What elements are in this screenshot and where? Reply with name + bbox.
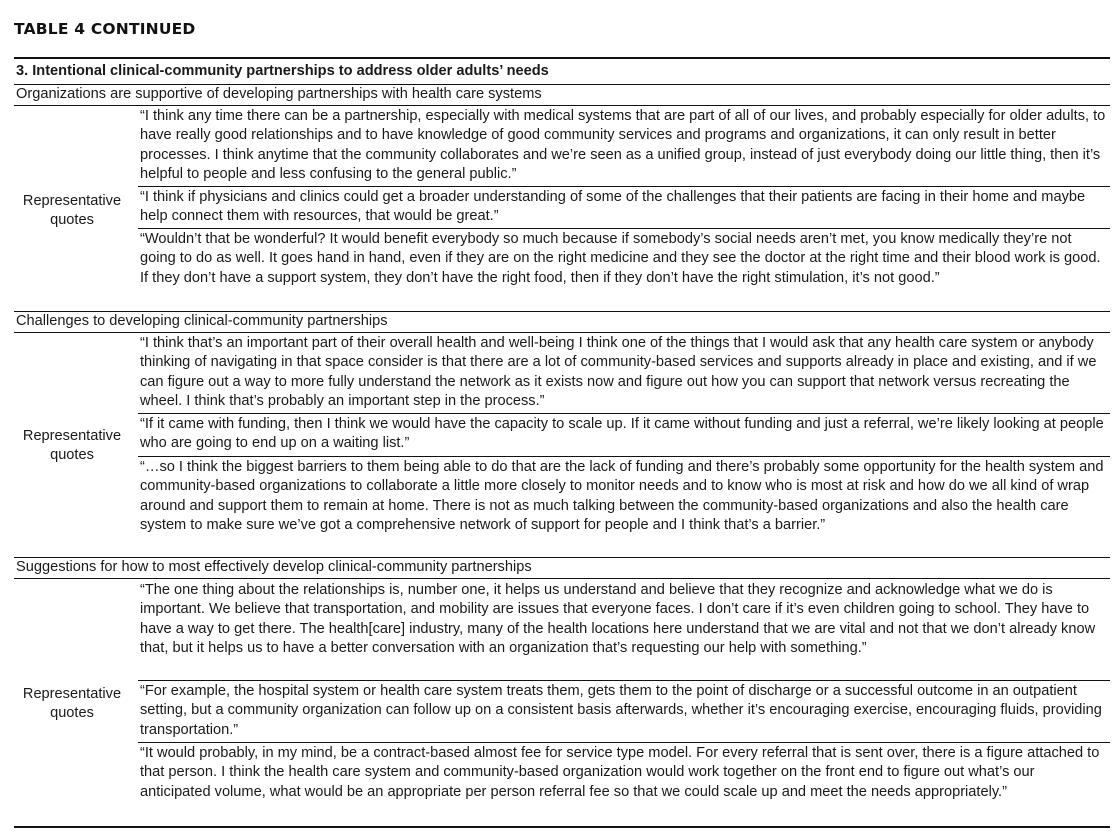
quote-text: “I think that’s an important part of their overall health and well-being I think one of the things that I would ask that any health care system or anybody thinking of navigating in that space consider is that there are a lot of community-based services and supports already in place and existing, and if we can figure out a way to more fully understand the network as it exists now and figure out how you can support that network versus recreating the wheel. I think that’s probably an important step in the process.”: [140, 335, 1097, 410]
quote-divider: [138, 680, 1110, 681]
row-label-line: quotes: [50, 705, 94, 722]
row-label: [14, 685, 130, 724]
row-label: [14, 427, 130, 466]
row-label-line: Representative: [22, 193, 122, 209]
quote-text: “I think any time there can be a partnership, especially with medical systems that are part of all of our lives, and probably especially for older adults, to have really good relationships and to have knowledge of good community services and programs and organizations, it can only result in better processes. I think anytime that the community collaborates and we’re seen as a unified group, instead of just everybody doing our little thing, then it’s helpful to people and less confusing to the general public.”: [140, 108, 1106, 183]
quote-divider: [138, 413, 1110, 414]
row-label-line: Representative: [22, 428, 122, 444]
quote-divider: [138, 742, 1110, 743]
row-divider: [14, 332, 1110, 333]
quote-divider: [138, 456, 1110, 457]
row-label-line: Representative: [22, 686, 122, 702]
quote-text: “Wouldn’t that be wonderful? It would benefit everybody so much because if somebody’s social needs aren’t met, you know medically they’re not going to do as well. It goes hand in hand, even if they are on the right medicine and they see the doctor at the right time and their blood work is good. If they don’t have a support system, they don’t have the right food, then if they don’t have the right stimulation, it’s not good.”: [140, 231, 1101, 286]
table-title: TABLE 4 CONTINUED: [14, 20, 196, 38]
table-bottom-rule: [14, 826, 1110, 828]
quote-divider: [138, 228, 1110, 229]
section-heading: 3. Intentional clinical-community partnerships to address older adults’ needs: [16, 63, 549, 79]
row-label-line: quotes: [50, 447, 94, 464]
quote-text: “If it came with funding, then I think we would have the capacity to scale up. If it came without funding and just a referral, we’re likely looking at people who are going to end up on a waiting list.”: [140, 416, 1104, 452]
title-rule: [14, 57, 1110, 59]
group-heading: Organizations are supportive of developing partnerships with health care systems: [16, 86, 542, 102]
quote-text: “It would probably, in my mind, be a contract-based almost fee for service type model. For every referral that is sent over, there is a figure attached to that person. I think the health care system and community-based organization would work together on the front end to figure out what’s our anticipated volume, what would be an appropriate per person referral fee so that we could scale up and meet the needs appropriately.”: [140, 745, 1100, 800]
group-heading: Suggestions for how to most effectively develop clinical-community partnerships: [16, 559, 532, 575]
row-divider: [14, 578, 1110, 579]
quote-text: “The one thing about the relationships is, number one, it helps us understand and believe that they recognize and acknowledge what we do is important. We believe that transportation, and mobility are issues that everyone faces. I don’t care if it’s even children going to school. They have to have a way to get there. The health[care] industry, many of the health locations here understand that we are vital and not that we don’t already know that, but it helps us to have a better conversation with an organization that’s requesting our help with something.”: [140, 582, 1096, 657]
row-label: [14, 192, 130, 231]
quote-divider: [138, 186, 1110, 187]
row-divider: [14, 105, 1110, 106]
quote-text: “I think if physicians and clinics could get a broader understanding of some of the challenges that their patients are facing in their home and maybe help connect them with resources, that would be great.”: [140, 189, 1086, 225]
group-heading: Challenges to developing clinical-community partnerships: [16, 313, 388, 329]
quote-text: “…so I think the biggest barriers to them being able to do that are the lack of funding and there’s probably some opportunity for the health system and community-based organizations to collaborate a little more closely to monitor needs and to know who is most at risk and how do we all kind of wrap around and support them to remain at home. There is not as much talking between the community-based organizations and also the health care system to make sure we’ve got a comprehensive network of support for people and I think that’s a barrier.”: [140, 459, 1104, 534]
quote-text: “For example, the hospital system or health care system treats them, gets them to the point of discharge or a successful outcome in an outpatient setting, but a community organization can follow up on a consistent basis afterwards, whether it’s encouraging exercise, encouraging fluids, providing transportation.”: [140, 683, 1102, 738]
row-label-line: quotes: [50, 212, 94, 229]
